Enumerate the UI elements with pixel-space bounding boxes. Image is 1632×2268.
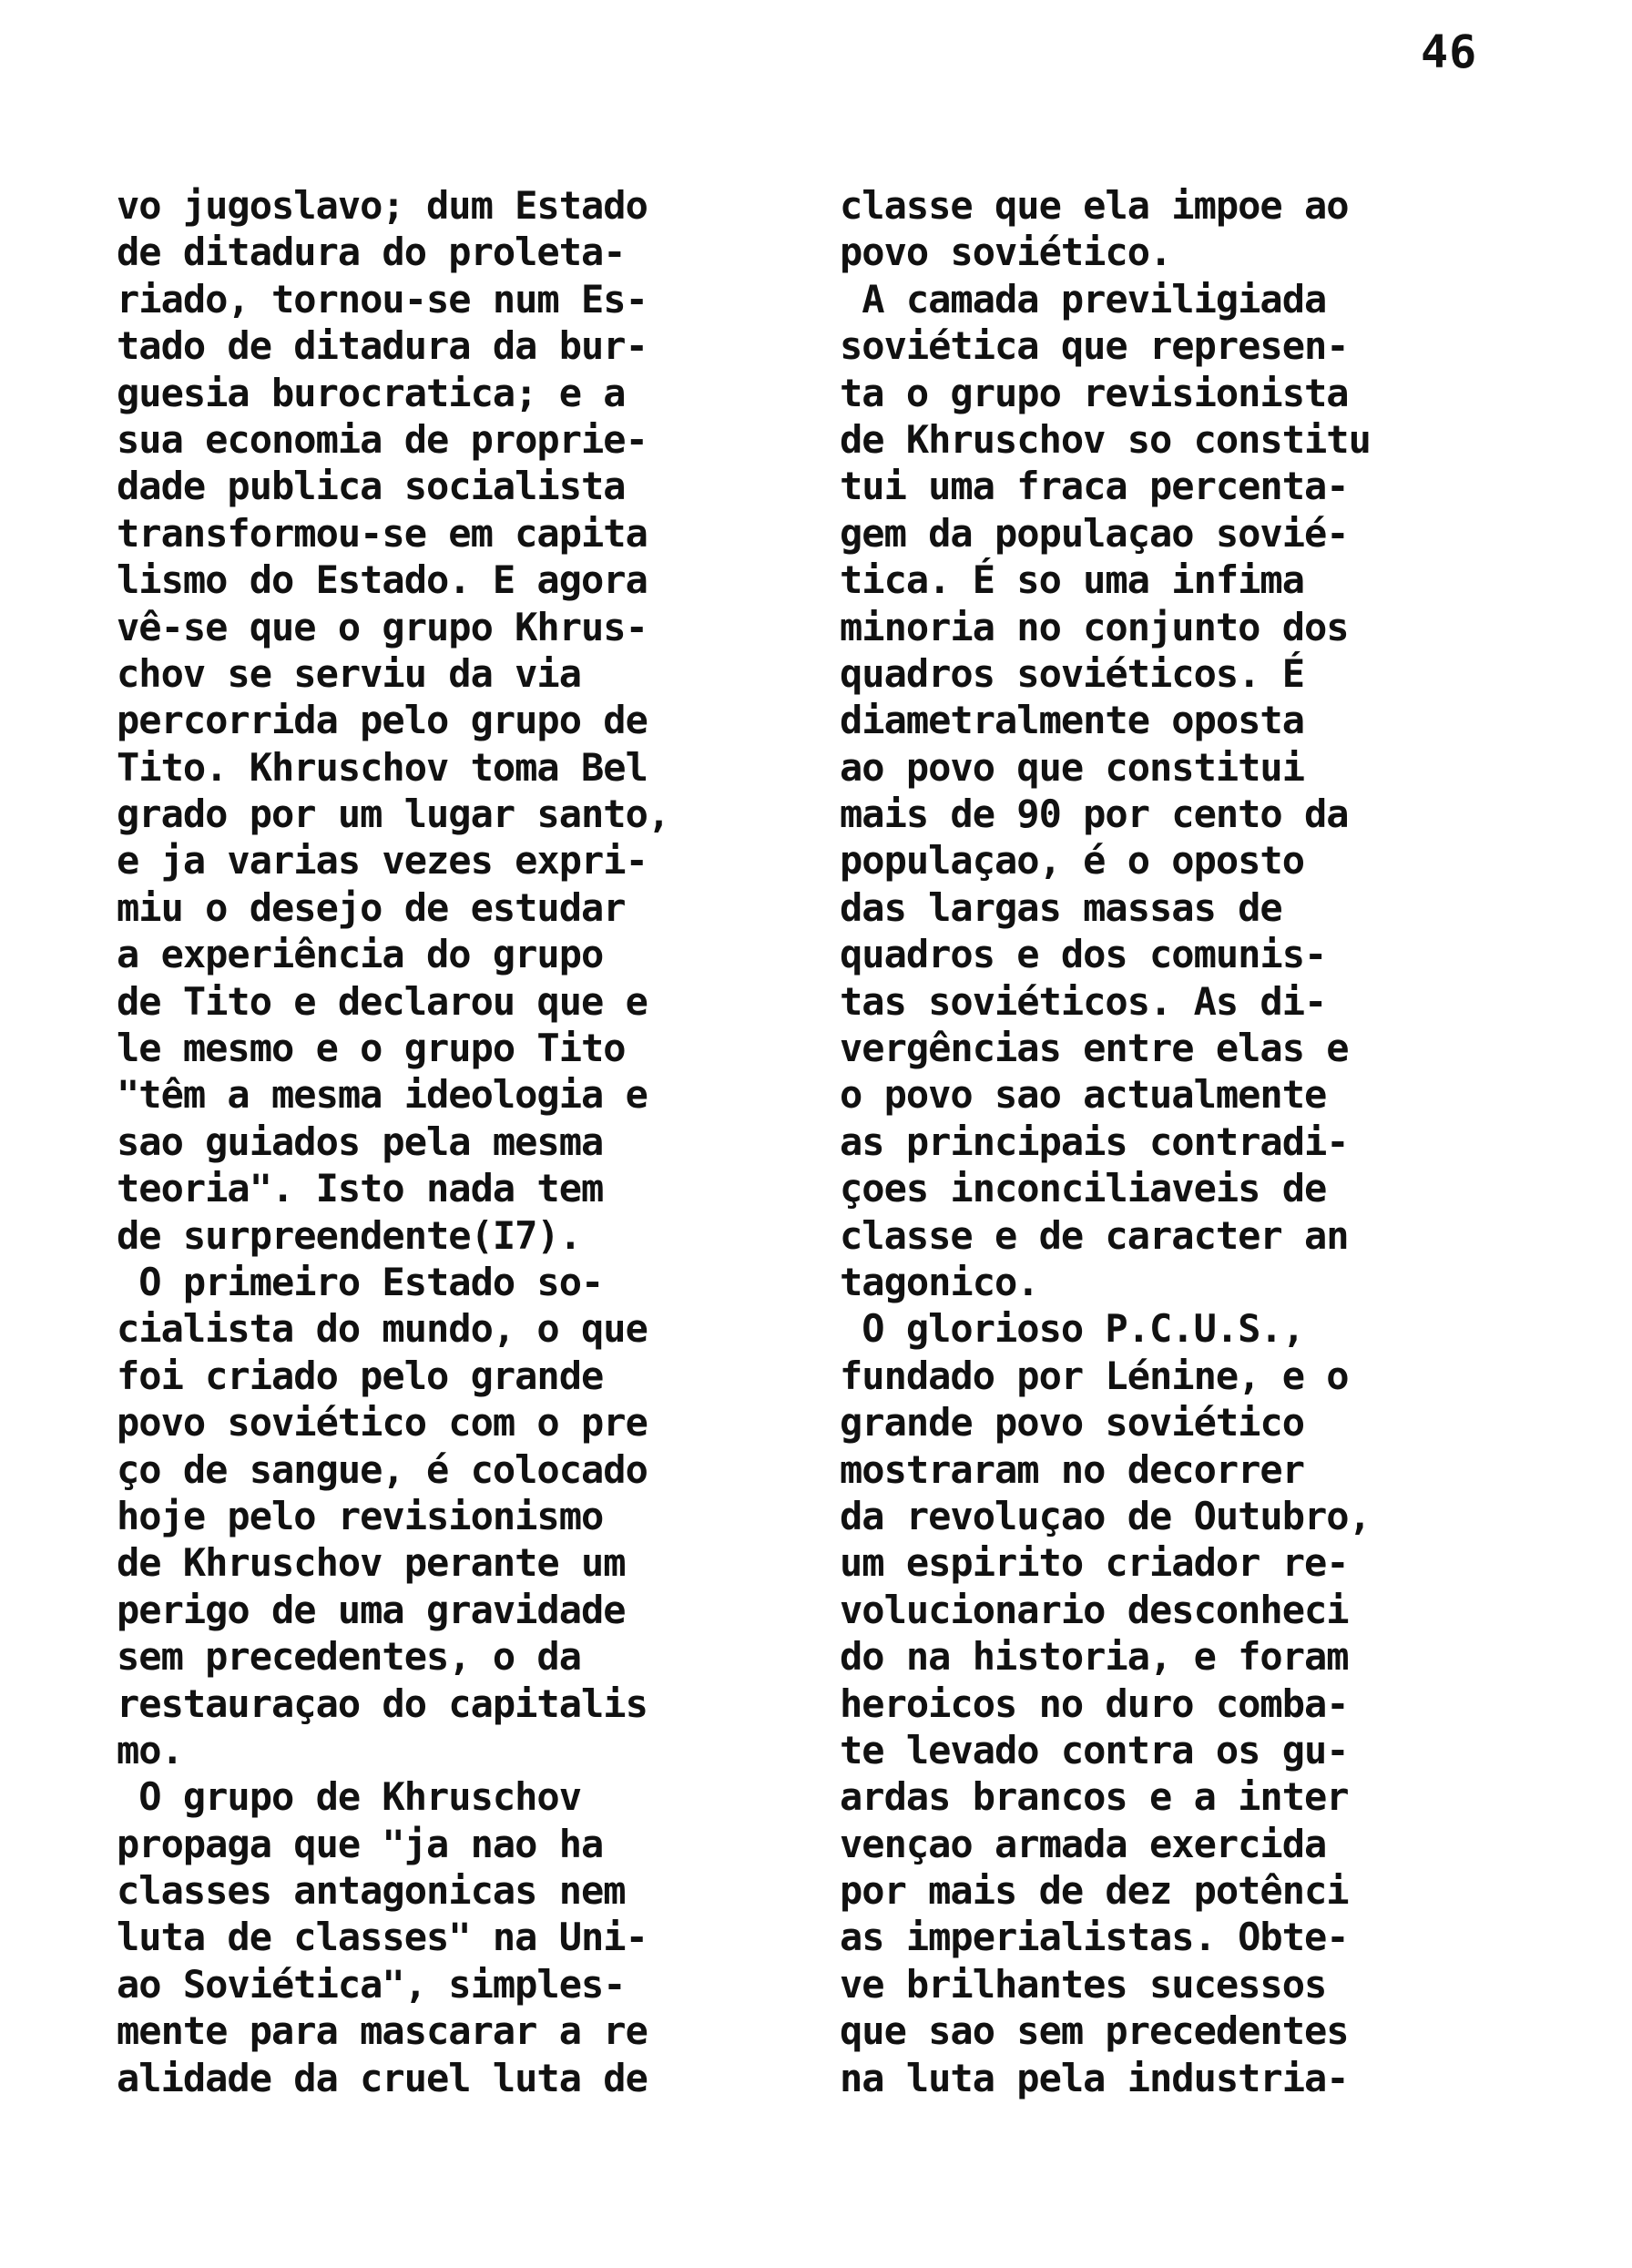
text-line: propaga que "ja nao ha: [117, 1821, 604, 1866]
text-line: fundado por Lénine, e o: [840, 1353, 1349, 1398]
text-line: mais de 90 por cento da: [840, 792, 1349, 837]
text-line: O primeiro Estado so-: [117, 1259, 604, 1304]
text-line: do na historia, e foram: [840, 1634, 1349, 1680]
text-line: ardas brancos e a inter: [840, 1774, 1349, 1820]
text-line: mostraram no decorrer: [840, 1446, 1305, 1492]
text-line: restauraçao do capitalis: [117, 1681, 648, 1726]
text-line: de ditadura do proleta-: [117, 230, 626, 275]
text-line: "têm a mesma ideologia e: [117, 1072, 648, 1118]
text-line: mente para mascarar a re: [117, 2008, 648, 2054]
text-line: sao guiados pela mesma: [117, 1119, 604, 1164]
text-line: riado, tornou-se num Es-: [117, 276, 648, 322]
text-line: teoria". Isto nada tem: [117, 1166, 604, 1211]
text-line: tado de ditadura da bur-: [117, 323, 648, 369]
text-line: hoje pelo revisionismo: [117, 1493, 604, 1538]
text-line: mo.: [117, 1727, 183, 1773]
text-line: perigo de uma gravidade: [117, 1587, 626, 1632]
text-line: classe e de caracter an: [840, 1212, 1349, 1258]
text-line: classe que ela impoe ao: [840, 183, 1349, 228]
text-line: tagonico.: [840, 1259, 1039, 1304]
text-line: Tito. Khruschov toma Bel: [117, 744, 648, 790]
text-line: ao Soviética", simples-: [117, 1961, 626, 2007]
text-line: volucionario desconheci: [840, 1587, 1349, 1632]
text-line: povo soviético com o pre: [117, 1400, 648, 1446]
text-line: alidade da cruel luta de: [117, 2055, 648, 2100]
text-column-right: [840, 182, 1550, 2101]
text-line: vençao armada exercida: [840, 1821, 1327, 1866]
text-line: quadros e dos comunis-: [840, 932, 1327, 977]
text-line: na luta pela industria-: [840, 2055, 1349, 2100]
text-line: as imperialistas. Obte-: [840, 1915, 1349, 1960]
text-line: classes antagonicas nem: [117, 1868, 626, 1914]
text-line: sem precedentes, o da: [117, 1634, 582, 1680]
text-line: por mais de dez potênci: [840, 1868, 1349, 1914]
text-line: heroicos no duro comba-: [840, 1681, 1349, 1726]
text-line: de surpreendente(I7).: [117, 1212, 582, 1258]
text-line: percorrida pelo grupo de: [117, 698, 648, 743]
text-line: tica. É so uma infima: [840, 557, 1305, 603]
text-line: tas soviéticos. As di-: [840, 978, 1327, 1024]
text-line: de Khruschov perante um: [117, 1540, 626, 1586]
text-line: tui uma fraca percenta-: [840, 464, 1349, 509]
text-line: grande povo soviético: [840, 1400, 1305, 1446]
text-line: diametralmente oposta: [840, 698, 1305, 743]
text-line: da revoluçao de Outubro,: [840, 1493, 1371, 1538]
text-line: O grupo de Khruschov: [117, 1774, 582, 1820]
text-line: chov se serviu da via: [117, 650, 582, 696]
text-line: ao povo que constitui: [840, 744, 1305, 790]
text-line: sua economia de proprie-: [117, 416, 648, 462]
page-number: 46: [1421, 26, 1478, 78]
text-line: le mesmo e o grupo Tito: [117, 1026, 626, 1071]
text-line: povo soviético.: [840, 230, 1172, 275]
text-line: ta o grupo revisionista: [840, 370, 1349, 415]
text-line: populaçao, é o oposto: [840, 838, 1305, 884]
text-line: de Tito e declarou que e: [117, 978, 648, 1024]
text-line: que sao sem precedentes: [840, 2008, 1349, 2054]
text-line: gem da populaçao sovié-: [840, 510, 1349, 556]
text-line: ço de sangue, é colocado: [117, 1446, 648, 1492]
text-line: miu o desejo de estudar: [117, 884, 626, 930]
text-line: luta de classes" na Uni-: [117, 1915, 648, 1960]
text-line: a experiência do grupo: [117, 932, 604, 977]
text-line: dade publica socialista: [117, 464, 626, 509]
text-line: te levado contra os gu-: [840, 1727, 1349, 1773]
text-line: soviética que represen-: [840, 323, 1349, 369]
text-line: e ja varias vezes expri-: [117, 838, 648, 884]
text-line: A camada previligiada: [840, 276, 1327, 322]
text-line: vergências entre elas e: [840, 1026, 1349, 1071]
text-line: as principais contradi-: [840, 1119, 1349, 1164]
text-line: ve brilhantes sucessos: [840, 1961, 1327, 2007]
text-line: lismo do Estado. E agora: [117, 557, 648, 603]
text-line: O glorioso P.C.U.S.,: [840, 1306, 1305, 1352]
text-column-left: [117, 182, 827, 2101]
text-line: quadros soviéticos. É: [840, 650, 1305, 696]
text-line: minoria no conjunto dos: [840, 604, 1349, 649]
text-line: cialista do mundo, o que: [117, 1306, 648, 1352]
text-line: um espirito criador re-: [840, 1540, 1349, 1586]
text-line: de Khruschov so constitu: [840, 416, 1371, 462]
text-line: çoes inconciliaveis de: [840, 1166, 1327, 1211]
text-line: foi criado pelo grande: [117, 1353, 604, 1398]
text-line: das largas massas de: [840, 884, 1282, 930]
text-line: vo jugoslavo; dum Estado: [117, 183, 648, 228]
text-line: o povo sao actualmente: [840, 1072, 1327, 1118]
text-line: transformou-se em capita: [117, 510, 648, 556]
text-line: vê-se que o grupo Khrus-: [117, 604, 648, 649]
text-line: guesia burocratica; e a: [117, 370, 626, 415]
text-line: grado por um lugar santo,: [117, 792, 670, 837]
